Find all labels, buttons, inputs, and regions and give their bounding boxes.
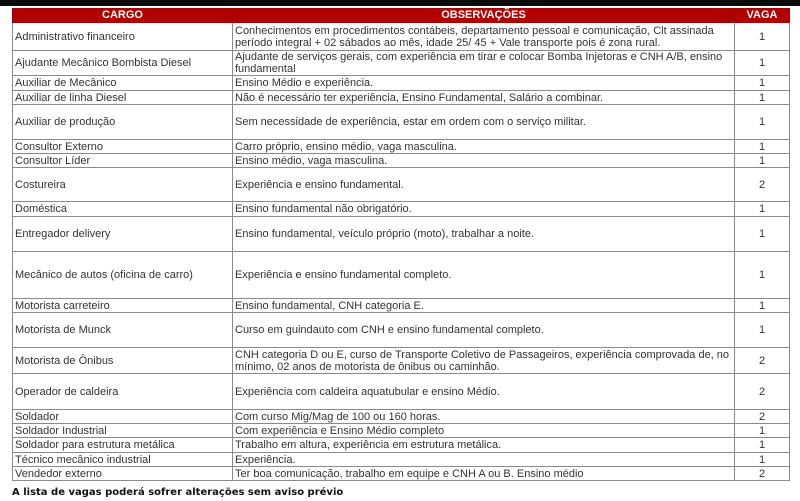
table-row [13,202,790,217]
cell-observacoes: Com experiência e Ensino Médio completo [233,424,735,438]
cell-cargo: Soldador [13,410,233,424]
cell-cargo: Soldador para estrutura metálica [13,438,233,453]
table-row [13,438,790,453]
cell-observacoes: Ensino fundamental, CNH categoria E. [233,299,735,313]
jobs-table [12,8,790,481]
cell-cargo: Auxiliar de linha Diesel [13,91,233,105]
table-row [13,467,790,481]
table-row [13,252,790,299]
cell-vaga: 1 [735,154,790,168]
cell-observacoes: Carro próprio, ensino médio, vaga masculina. [233,140,735,154]
cell-vaga: 1 [735,438,790,453]
cell-cargo: Consultor Líder [13,154,233,168]
cell-vaga: 2 [735,374,790,410]
cell-cargo: Ajudante Mecânico Bombista Diesel [13,51,233,76]
table-row [13,140,790,154]
cell-observacoes: Ensino fundamental, veículo próprio (moto), trabalhar a noite. [233,217,735,252]
cell-vaga: 1 [735,76,790,91]
cell-observacoes: Experiência e ensino fundamental completo. [233,252,735,299]
cell-vaga: 1 [735,424,790,438]
table-row [13,348,790,374]
cell-observacoes: Trabalho em altura, experiência em estrutura metálica. [233,438,735,453]
cell-observacoes: Com curso Mig/Mag de 100 ou 160 horas. [233,410,735,424]
table-row [13,76,790,91]
cell-cargo: Costureira [13,168,233,202]
cell-vaga: 2 [735,467,790,481]
cell-observacoes: Ensino médio, vaga masculina. [233,154,735,168]
cell-cargo: Consultor Externo [13,140,233,154]
cell-vaga: 1 [735,105,790,140]
table-row [13,424,790,438]
column-header-cargo: CARGO [13,9,233,23]
table-row [13,453,790,467]
table-row [13,217,790,252]
cell-observacoes: Ensino fundamental não obrigatório. [233,202,735,217]
table-header-row [13,9,790,23]
cell-cargo: Doméstica [13,202,233,217]
table-row [13,374,790,410]
cell-observacoes: Não é necessário ter experiência, Ensino Fundamental, Salário a combinar. [233,91,735,105]
cell-vaga: 2 [735,168,790,202]
footer-note: A lista de vagas poderá sofrer alterações sem aviso prévio [12,487,344,498]
cell-vaga: 1 [735,299,790,313]
cell-cargo: Motorista de Munck [13,313,233,348]
cell-vaga: 1 [735,217,790,252]
cell-vaga: 2 [735,348,790,374]
cell-observacoes: Experiência. [233,453,735,467]
cell-vaga: 1 [735,252,790,299]
cell-cargo: Motorista carreteiro [13,299,233,313]
cell-vaga: 1 [735,23,790,51]
cell-cargo: Vendedor externo [13,467,233,481]
cell-observacoes: Curso em guindauto com CNH e ensino fundamental completo. [233,313,735,348]
cell-observacoes: CNH categoria D ou E, curso de Transporte Coletivo de Passageiros, experiência comprovada de, no mínimo, 02 anos de motorista de ônibus ou caminhão. [233,348,735,374]
table-row [13,91,790,105]
column-header-vaga: VAGA [735,9,790,23]
cell-cargo: Auxiliar de produção [13,105,233,140]
cell-vaga: 1 [735,202,790,217]
column-header-observacoes: OBSERVAÇÕES [233,9,735,23]
cell-vaga: 1 [735,51,790,76]
table-row [13,51,790,76]
cell-observacoes: Sem necessidade de experiência, estar em ordem com o serviço militar. [233,105,735,140]
cell-observacoes: Experiência com caldeira aquatubular e ensino Médio. [233,374,735,410]
cell-vaga: 1 [735,453,790,467]
cell-observacoes: Ensino Médio e experiência. [233,76,735,91]
cell-vaga: 1 [735,140,790,154]
cell-vaga: 1 [735,91,790,105]
cell-observacoes: Experiência e ensino fundamental. [233,168,735,202]
cell-cargo: Operador de caldeira [13,374,233,410]
cell-cargo: Mecânico de autos (oficina de carro) [13,252,233,299]
top-bar [0,0,800,6]
cell-cargo: Soldador Industrial [13,424,233,438]
table-row [13,299,790,313]
table-row [13,23,790,51]
cell-observacoes: Ajudante de serviços gerais, com experiência em tirar e colocar Bomba Injetoras e CNH A/B, ensino fundamental [233,51,735,76]
cell-cargo: Motorista de Ônibus [13,348,233,374]
cell-observacoes: Ter boa comunicação, trabalho em equipe e CNH A ou B. Ensino médio [233,467,735,481]
cell-vaga: 2 [735,410,790,424]
cell-cargo: Técnico mecânico industrial [13,453,233,467]
table-row [13,154,790,168]
cell-cargo: Administrativo financeiro [13,23,233,51]
cell-cargo: Entregador delivery [13,217,233,252]
cell-cargo: Auxiliar de Mecânico [13,76,233,91]
cell-vaga: 1 [735,313,790,348]
table-row [13,410,790,424]
table-row [13,313,790,348]
cell-observacoes: Conhecimentos em procedimentos contábeis, departamento pessoal e comunicação, Clt assinada período integral + 02 sábados ao mês, idade 25/ 45 + Vale transporte pois é zona rural. [233,23,735,51]
table-row [13,105,790,140]
table-row [13,168,790,202]
